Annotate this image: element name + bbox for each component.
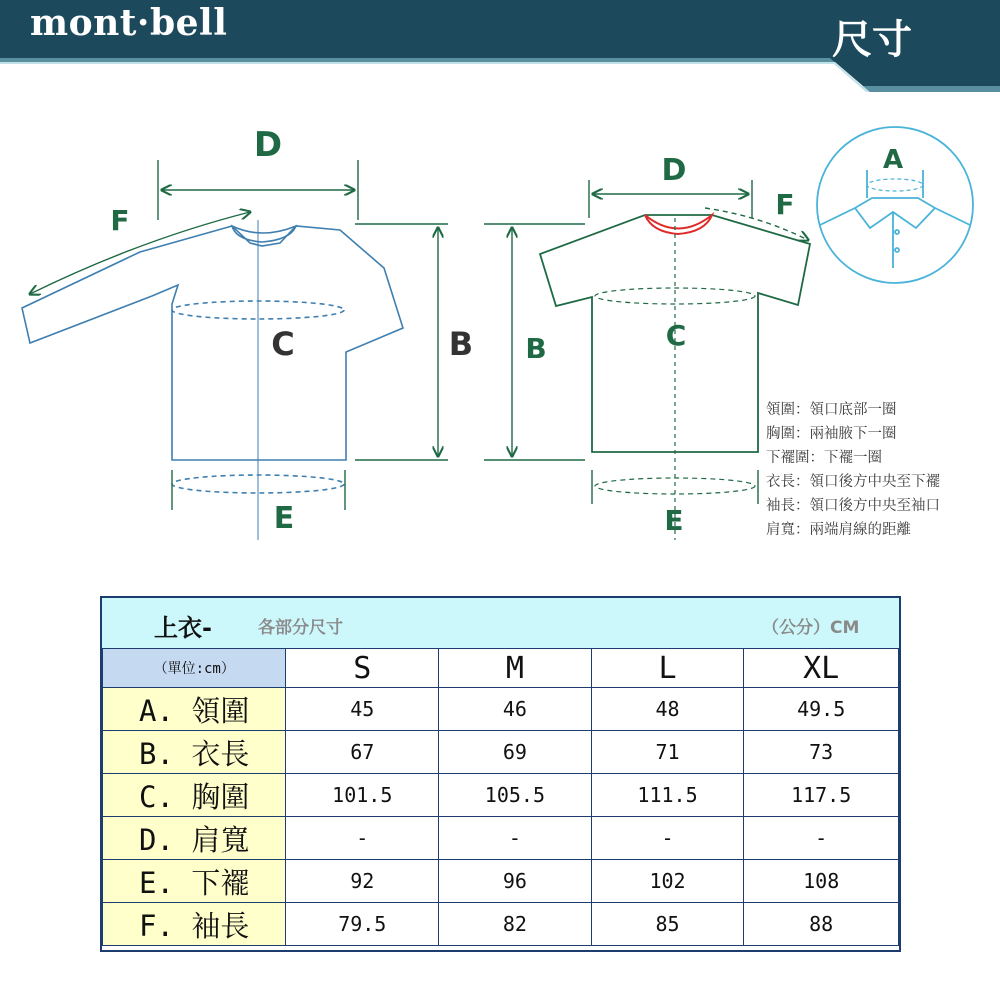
label-f-left: F (110, 204, 130, 237)
row-label: E. 下襬 (103, 860, 286, 903)
table-row (103, 774, 899, 817)
table-cell: 67 (286, 731, 439, 774)
legend-item: 領圍：領口底部一圈 (766, 402, 897, 418)
table-cell: 46 (439, 688, 592, 731)
table-cell: 101.5 (286, 774, 439, 817)
size-header: S (286, 649, 439, 688)
size-header: XL (744, 649, 899, 688)
table-row (103, 817, 899, 860)
legend-item: 袖長：領口後方中央至袖口 (766, 498, 940, 514)
table-cell: 73 (744, 731, 899, 774)
table-cell: 105.5 (439, 774, 592, 817)
table-cell: 111.5 (591, 774, 744, 817)
table-cell: 88 (744, 903, 899, 946)
header-banner (0, 0, 1000, 100)
table-row (103, 688, 899, 731)
table-cell: 79.5 (286, 903, 439, 946)
table-subtitle: 各部分尺寸 (258, 618, 343, 638)
table-cell: - (744, 817, 899, 860)
label-a: A (882, 145, 904, 175)
table-cell: 92 (286, 860, 439, 903)
size-table (100, 596, 901, 952)
row-label: A. 領圍 (103, 688, 286, 731)
collar-outline (645, 215, 712, 234)
table-cell: 82 (439, 903, 592, 946)
long-sleeve-shirt (22, 226, 403, 493)
table-cell: 71 (591, 731, 744, 774)
table-cell: 49.5 (744, 688, 899, 731)
legend-item: 下襬圍：下襬一圈 (766, 450, 882, 466)
table-title: 上衣- (154, 614, 212, 642)
table-cell: 108 (744, 860, 899, 903)
table-cell: 48 (591, 688, 744, 731)
brand-logo: mont·bell (30, 2, 228, 44)
size-grid (102, 648, 899, 946)
table-row (103, 860, 899, 903)
table-cell: 102 (591, 860, 744, 903)
size-header: M (439, 649, 592, 688)
table-title-bar (102, 598, 899, 648)
legend-item: 衣長：領口後方中央至下襬 (766, 474, 940, 490)
label-c-right: C (665, 319, 687, 352)
legend-item: 胸圍：兩袖腋下一圈 (766, 426, 897, 442)
row-label: B. 衣長 (103, 731, 286, 774)
table-cell: 69 (439, 731, 592, 774)
table-row (103, 903, 899, 946)
table-cell: 96 (439, 860, 592, 903)
label-f-right: F (775, 188, 795, 221)
table-cell: - (439, 817, 592, 860)
row-label: F. 袖長 (103, 903, 286, 946)
unit-note: （公分）CM (762, 618, 860, 638)
table-row (103, 731, 899, 774)
measurement-legend (766, 398, 940, 542)
label-b-left: B (448, 325, 474, 363)
size-header: L (591, 649, 744, 688)
legend-item: 肩寬：兩端肩線的距離 (766, 522, 911, 538)
label-e-right: E (664, 504, 684, 537)
table-header-row (103, 649, 899, 688)
row-label: D. 肩寬 (103, 817, 286, 860)
label-d-right: D (661, 153, 687, 188)
table-cell: 85 (591, 903, 744, 946)
page-title: 尺寸 (832, 17, 912, 63)
row-label: C. 胸圍 (103, 774, 286, 817)
table-cell: 117.5 (744, 774, 899, 817)
unit-label: （單位:cm） (103, 649, 286, 688)
table-cell: - (591, 817, 744, 860)
table-cell: - (286, 817, 439, 860)
label-e-left: E (273, 501, 295, 536)
table-cell: 45 (286, 688, 439, 731)
label-b-right: B (525, 332, 547, 365)
label-c-left: C (271, 325, 295, 363)
label-d-left: D (253, 125, 283, 165)
